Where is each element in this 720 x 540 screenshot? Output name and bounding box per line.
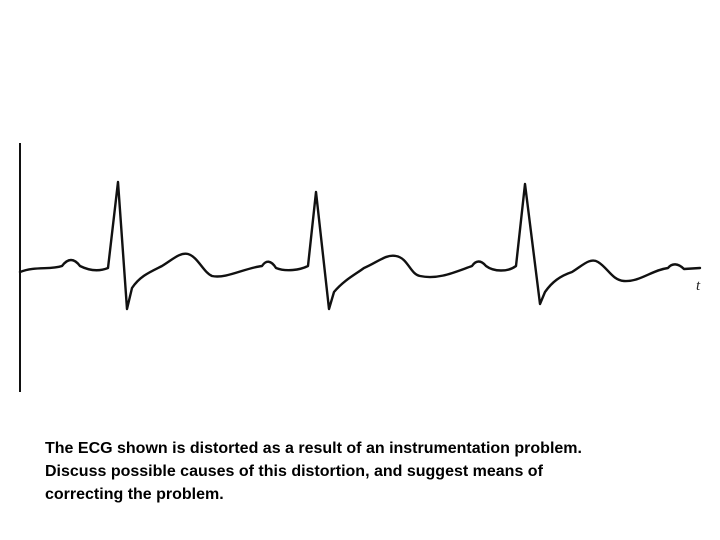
question-caption <box>45 437 685 506</box>
caption-line-1: The ECG shown is distorted as a result of an instrumentation problem. <box>45 440 582 457</box>
time-axis-label: t <box>696 278 701 294</box>
caption-line-2: Discuss possible causes of this distortion, and suggest means of <box>45 463 543 480</box>
caption-line-3: correcting the problem. <box>45 486 224 503</box>
ecg-trace <box>20 182 700 309</box>
